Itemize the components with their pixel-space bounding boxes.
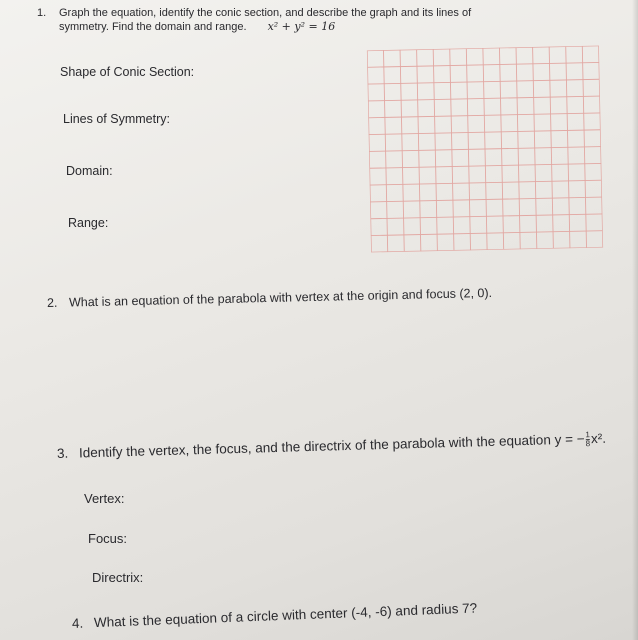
label-focus: Focus: [88, 531, 128, 546]
graph-grid[interactable] [367, 46, 603, 253]
label-shape: Shape of Conic Section: [60, 65, 195, 79]
q3-line [57, 431, 607, 463]
q4-number: 4. [71, 615, 84, 631]
label-vertex: Vertex: [84, 491, 125, 506]
q1-line1 [37, 7, 471, 19]
label-range: Range: [68, 216, 109, 230]
label-symmetry: Lines of Symmetry: [63, 112, 170, 126]
q3-text: Identify the vertex, the focus, and the directrix of the parabola with the equation y = − [78, 431, 585, 461]
q3-frac-num: 1 [585, 430, 591, 440]
q4-line [72, 600, 478, 631]
label-directrix: Directrix: [92, 570, 144, 585]
q1-text-line1: Graph the equation, identify the conic section, and describe the graph and its lines of [59, 7, 472, 19]
q3-number: 3. [56, 445, 69, 462]
page-edge-shadow [632, 0, 638, 640]
q1-equation: x² + y² = 16 [267, 20, 336, 33]
q3-tail: x². [590, 430, 607, 447]
q1-text-line2: symmetry. Find the domain and range. [59, 21, 247, 33]
q1-number: 1. [37, 7, 47, 19]
q2-text: What is an equation of the parabola with vertex at the origin and focus (2, 0). [68, 285, 493, 310]
q2-number: 2. [46, 295, 58, 310]
q2-line [47, 286, 492, 310]
q3-frac-den: 8 [585, 439, 591, 449]
q4-text: What is the equation of a circle with center (-4, -6) and radius 7? [93, 600, 478, 631]
q1-line2 [59, 20, 335, 33]
q3-fraction [585, 431, 590, 448]
label-domain: Domain: [66, 164, 113, 178]
